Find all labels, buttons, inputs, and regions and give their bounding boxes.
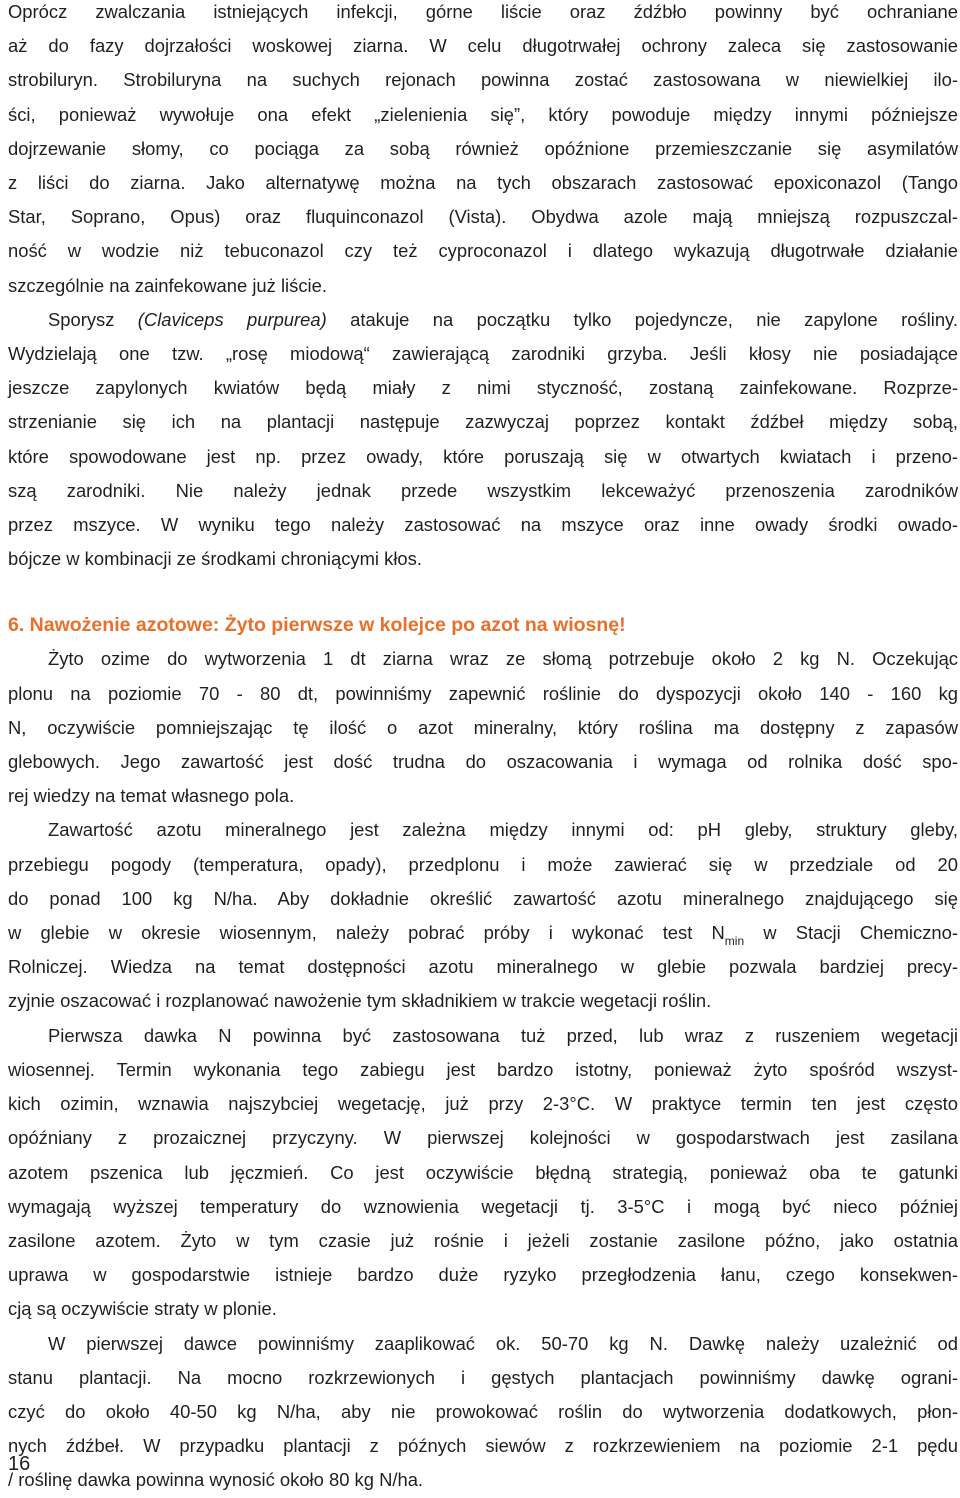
text-line: zasilone azotem. Żyto w tym czasie już rośnie i jeżeli zostanie zasilone późno, jako ostatnia: [8, 1229, 958, 1251]
text-line: Zawartość azotu mineralnego jest zależna między innymi od: pH gleby, struktury gleby,: [48, 819, 958, 841]
paragraph-first-dose-timing: [8, 1019, 958, 1327]
text-line: wiosennej. Termin wykonania tego zabiegu jest bardzo istotny, ponieważ żyto spośród wszyst-: [8, 1058, 958, 1080]
text-line: z liści do ziarna. Jako alternatywę można na tych obszarach zastosować epoxiconazol (Tango: [8, 172, 958, 194]
latin-name: (Claviceps purpurea): [137, 308, 327, 330]
text-line: stanu plantacji. Na mocno rozkrzewionych i gęstych plantacjach powinniśmy dawkę ograni-: [8, 1366, 958, 1388]
paragraph-nitrogen-demand: [8, 642, 958, 813]
text-line: strobiluryn. Strobiluryna na suchych rejonach powinna zostać zastosowana w niewielkiej ilo-: [8, 69, 958, 91]
text-line: azotem pszenica lub jęczmień. Co jest oczywiście błędną strategią, ponieważ oba te gatunki: [8, 1161, 958, 1183]
text-line: szczególnie na zainfekowane już liście.: [8, 274, 327, 296]
text-line: aż do fazy dojrzałości woskowej ziarna. W celu długotrwałej ochrony zaleca się zastosowanie: [8, 35, 958, 57]
text-line: nych źdźbeł. W przypadku plantacji z późnych siewów z rozkrzewieniem na poziomie 2-1 pędu: [8, 1435, 958, 1457]
text-line: dojrzewanie słomy, co pociąga za sobą również opóźnione przemieszczanie się asymilatów: [8, 137, 958, 159]
section-gap: [8, 576, 958, 608]
text-line: bójcze w kombinacji ze środkami chroniącymi kłos.: [8, 548, 422, 570]
text-line: opóźniany z prozaicznej przyczyny. W pierwszej kolejności w gospodarstwach jest zasilana: [8, 1127, 958, 1149]
text-line: rej wiedzy na temat własnego pola.: [8, 785, 295, 807]
text-line: strzenianie się ich na plantacji następuje zazwyczaj poprzez kontakt źdźbeł między sobą,: [8, 411, 958, 433]
text-span: atakuje na początku tylko pojedyncze, nie zapylone rośliny.: [326, 308, 958, 330]
text-line: szą zarodniki. Nie należy jednak przede wszystkim lekceważyć przenoszenia zarodników: [8, 479, 958, 501]
text-line: zyjnie oszacować i rozplanować nawożenie tym składnikiem w trakcie wegetacji roślin.: [8, 990, 712, 1012]
text-line: kich ozimin, wznawia najszybciej wegetację, już przy 2-3°C. W praktyce termin ten jest często: [8, 1093, 958, 1115]
text-line: przebiegu pogody (temperatura, opady), przedplonu i może zawierać się w przedziale od 20: [8, 853, 958, 875]
paragraph-fungicide-protection: [8, 0, 958, 303]
text-line: czyć do około 40-50 kg N/ha, aby nie prowokować roślin do wytworzenia dodatkowych, płon-: [8, 1400, 958, 1422]
text-line: przez mszyce. W wyniku tego należy zastosować na mszyce oraz inne owady środki owado-: [8, 514, 958, 536]
text-span: w Stacji Chemiczno-: [744, 922, 958, 944]
text-span: Sporysz: [48, 308, 138, 330]
text-line: glebowych. Jego zawartość jest dość trudna do oszacowania i wymaga od rolnika dość spo-: [8, 751, 958, 773]
paragraph-mineral-nitrogen: [8, 813, 958, 1018]
text-span: w glebie w okresie wiosennym, należy pobrać próby i wykonać test N: [8, 922, 725, 944]
text-line: do ponad 100 kg N/ha. Aby dokładnie określić zawartość azotu mineralnego znajdującego się: [8, 887, 958, 909]
text-line: Star, Soprano, Opus) oraz fluquinconazol (Vista). Obydwa azole mają mniejszą rozpuszczal-: [8, 206, 958, 228]
text-line: Żyto ozime do wytworzenia 1 dt ziarna wraz ze słomą potrzebuje około 2 kg N. Oczekując: [48, 648, 958, 670]
text-line: uprawa w gospodarstwie istnieje bardzo duże ryzyko przegłodzenia łanu, czego konsekwen-: [8, 1264, 958, 1286]
document-page: [8, 0, 958, 1498]
text-line: [8, 303, 958, 337]
text-line: Oprócz zwalczania istniejących infekcji, górne liście oraz źdźbło powinny być ochraniane: [8, 1, 958, 22]
text-line: jeszcze zapylonych kwiatów będą miały z nimi styczność, zostaną zainfekowane. Rozprze-: [8, 377, 958, 399]
text-line: Pierwsza dawka N powinna być zastosowana tuż przed, lub wraz z ruszeniem wegetacji: [48, 1024, 958, 1046]
page-number: 16: [8, 1453, 31, 1475]
text-line: cją są oczywiście straty w plonie.: [8, 1298, 277, 1320]
section-heading: 6. Nawożenie azotowe: Żyto pierwsze w kolejce po azot na wiosnę!: [8, 614, 626, 637]
text-line: Wydzielają one tzw. „rosę miodową“ zawierającą zarodniki grzyba. Jeśli kłosy nie posiadające: [8, 343, 958, 365]
text-line: wymagają wyższej temperatury do wznowienia wegetacji tj. 3-5°C i mogą być nieco później: [8, 1195, 958, 1217]
text-line: Rolniczej. Wiedza na temat dostępności azotu mineralnego w glebie pozwala bardziej precy-: [8, 956, 958, 978]
text-line: [8, 916, 958, 950]
text-line: N, oczywiście pomniejszając tę ilość o azot mineralny, który roślina ma dostępny z zapasów: [8, 716, 958, 738]
paragraph-first-dose-amount: [8, 1327, 958, 1498]
paragraph-ergot: [8, 303, 958, 577]
text-line: plonu na poziomie 70 - 80 dt, powinniśmy zapewnić roślinie do dyspozycji około 140 - 160 kg: [8, 682, 958, 704]
text-line: ność w wodzie niż tebuconazol czy też cyproconazol i dlatego wykazują długotrwałe działanie: [8, 240, 958, 262]
text-line: które spowodowane jest np. przez owady, które poruszają się w otwartych kwiatach i przeno-: [8, 445, 958, 467]
subscript: min: [724, 934, 745, 949]
text-line: W pierwszej dawce powinniśmy zaaplikować ok. 50-70 kg N. Dawkę należy uzależnić od: [48, 1332, 958, 1354]
text-line: ści, ponieważ wywołuje ona efekt „zielenienia się”, który powoduje między innymi późniejsze: [8, 103, 958, 125]
text-line: / roślinę dawka powinna wynosić około 80 kg N/ha.: [8, 1469, 424, 1491]
